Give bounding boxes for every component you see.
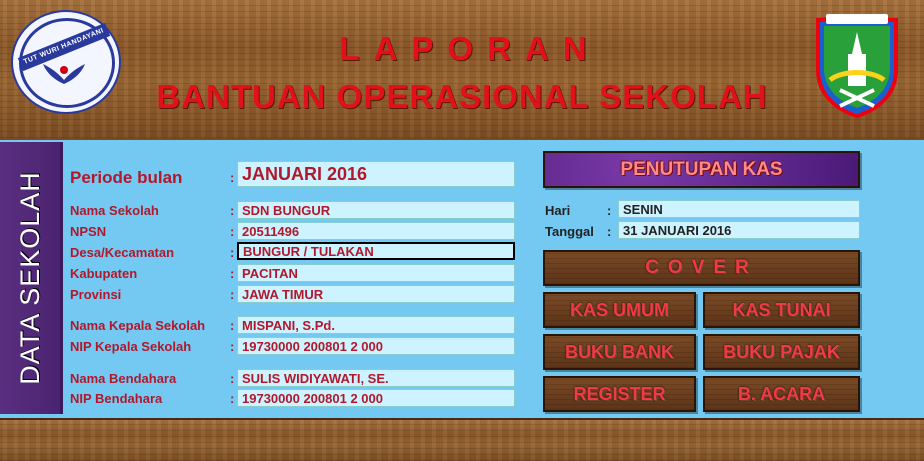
npsn-field[interactable]: 20511496 — [237, 222, 515, 240]
tanggal-label: Tanggal — [545, 224, 594, 239]
bendahara-label: Nama Bendahara — [70, 371, 177, 386]
regency-emblem-logo — [810, 10, 904, 118]
desa-kecamatan-label: Desa/Kecamatan — [70, 245, 175, 260]
kabupaten-label: Kabupaten — [70, 266, 138, 281]
nip-kepala-field[interactable]: 19730000 200801 2 000 — [237, 337, 515, 355]
colon: : — [230, 203, 235, 218]
nip-kepala-label: NIP Kepala Sekolah — [70, 339, 192, 354]
data-sekolah-tab — [0, 142, 63, 414]
register-button[interactable]: REGISTER — [543, 376, 696, 412]
colon: : — [230, 245, 235, 260]
colon: : — [230, 318, 235, 333]
berita-acara-button[interactable]: B. ACARA — [703, 376, 860, 412]
cover-button[interactable]: COVER — [543, 250, 860, 286]
colon: : — [230, 224, 235, 239]
provinsi-label: Provinsi — [70, 287, 122, 302]
nip-bendahara-label: NIP Bendahara — [70, 391, 163, 406]
kas-tunai-button[interactable]: KAS TUNAI — [703, 292, 860, 328]
page-subtitle: BANTUAN OPERASIONAL SEKOLAH — [156, 78, 768, 115]
periode-field[interactable]: JANUARI 2016 — [237, 161, 515, 187]
bendahara-field[interactable]: SULIS WIDIYAWATI, SE. — [237, 369, 515, 387]
buku-bank-button[interactable]: BUKU BANK — [543, 334, 696, 370]
colon: : — [230, 266, 235, 281]
colon: : — [230, 287, 235, 302]
hari-field[interactable]: SENIN — [618, 200, 860, 218]
header-banner — [0, 0, 924, 138]
buku-pajak-button[interactable]: BUKU PAJAK — [703, 334, 860, 370]
provinsi-field[interactable]: JAWA TIMUR — [237, 285, 515, 303]
kabupaten-field[interactable]: PACITAN — [237, 264, 515, 282]
kepala-sekolah-field[interactable]: MISPANI, S.Pd. — [237, 316, 515, 334]
colon: : — [230, 391, 235, 406]
kas-umum-button[interactable]: KAS UMUM — [543, 292, 696, 328]
page-title: LAPORAN — [339, 30, 601, 67]
colon: : — [607, 224, 612, 239]
kepala-sekolah-label: Nama Kepala Sekolah — [70, 318, 206, 333]
hari-label: Hari — [545, 203, 571, 218]
footer-bar — [0, 418, 924, 461]
colon: : — [607, 203, 612, 218]
side-tab-label: DATA SEKOLAH — [15, 171, 45, 385]
logo-left-text: TUT WURI HANDAYANI — [18, 23, 110, 71]
colon: : — [230, 371, 235, 386]
nip-bendahara-field[interactable]: 19730000 200801 2 000 — [237, 389, 515, 407]
nama-sekolah-label: Nama Sekolah — [70, 203, 159, 218]
tanggal-field[interactable]: 31 JANUARI 2016 — [618, 221, 860, 239]
penutupan-kas-button[interactable]: PENUTUPAN KAS — [543, 151, 860, 188]
periode-label: Periode bulan — [70, 168, 183, 187]
nama-sekolah-field[interactable]: SDN BUNGUR — [237, 201, 515, 219]
periode-colon: : — [230, 170, 235, 185]
desa-kecamatan-field[interactable]: BUNGUR / TULAKAN — [237, 242, 515, 260]
colon: : — [230, 339, 235, 354]
npsn-label: NPSN — [70, 224, 107, 239]
